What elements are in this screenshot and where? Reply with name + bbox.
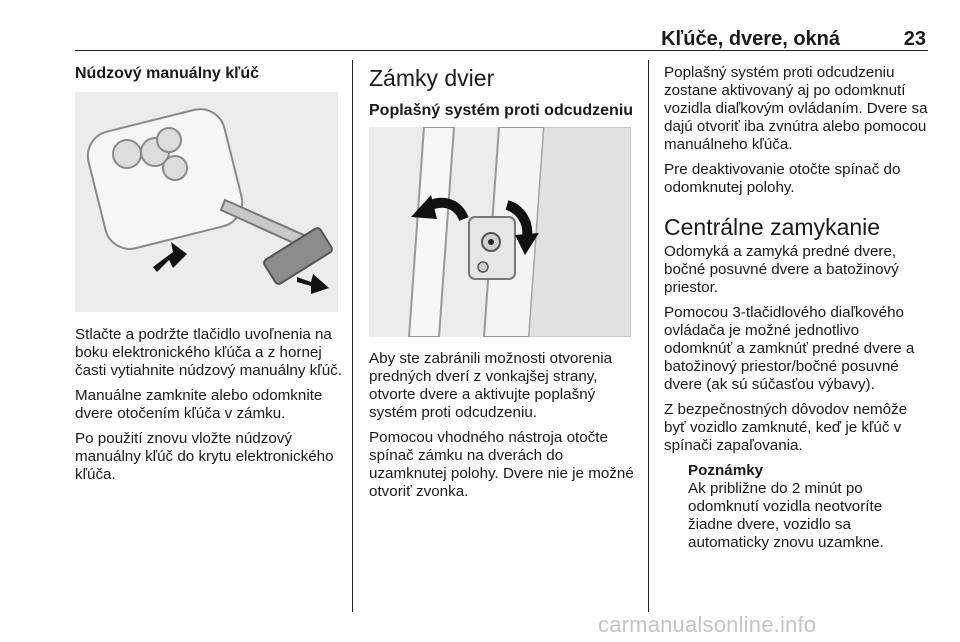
column-2 <box>369 64 643 508</box>
section-heading-central-locking: Centrálne zamykanie <box>664 214 881 240</box>
key-illustration <box>75 92 338 312</box>
paragraph: Stlačte a podržte tlačidlo uvoľnenia na boku elektronického kľúča a z hornej časti vytiahnite núdzový manuálny kľúč. <box>75 326 342 379</box>
paragraph: Po použití znovu vložte núdzový manuálny kľúč do krytu elektronického kľúča. <box>75 430 334 483</box>
note-text: Ak približne do 2 minút po odomknutí vozidla neotvoríte žiadne dvere, vozidlo sa automaticky znovu uzamkne. <box>688 480 884 551</box>
column-divider-1 <box>352 60 353 612</box>
column-divider-2 <box>648 60 649 612</box>
door-lock-illustration <box>369 127 631 337</box>
page-number: 23 <box>903 28 926 50</box>
paragraph: Pomocou 3-tlačidlového diaľkového ovládača je možné jednotlivo odomknúť a zamknúť predné dvere a batožinový priestor/bočné posuvné dvere (ak sú súčasťou výbavy). <box>664 304 915 393</box>
subsection-heading-anti-theft: Poplašný systém proti odcudzeniu <box>369 102 634 119</box>
watermark: carmanualsonline.info <box>598 612 817 637</box>
note-box <box>688 462 930 552</box>
column-1 <box>75 64 343 491</box>
paragraph: Odomyká a zamyká predné dvere, bočné posuvné dvere a batožinový priestor. <box>664 243 899 296</box>
paragraph: Z bezpečnostných dôvodov nemôže byť vozidlo zamknuté, keď je kľúč v spínači zapaľovania. <box>664 401 908 454</box>
section-heading-door-locks: Zámky dvier <box>369 65 495 91</box>
paragraph: Pre deaktivovanie otočte spínač do odomknutej polohy. <box>664 161 901 196</box>
column-3 <box>664 64 930 559</box>
page-header <box>75 28 928 51</box>
chapter-title: Kľúče, dvere, okná <box>661 28 840 50</box>
paragraph: Poplašný systém proti odcudzeniu zostane aktivovaný aj po odomknutí vozidla diaľkovým ovládaním. Dvere sa dajú otvoriť iba zvnútra alebo pomocou manuálneho kľúča. <box>664 64 928 153</box>
paragraph: Manuálne zamknite alebo odomknite dvere otočením kľúča v zámku. <box>75 387 323 422</box>
paragraph: Pomocou vhodného nástroja otočte spínač zámku na dverách do uzamknutej polohy. Dvere nie je možné otvoriť zvonka. <box>369 429 634 500</box>
note-title: Poznámky <box>688 462 764 479</box>
section-heading-emergency-key: Núdzový manuálny kľúč <box>75 65 259 82</box>
paragraph: Aby ste zabránili možnosti otvorenia predných dverí z vonkajšej strany, otvorte dvere a aktivujte poplašný systém proti odcudzeniu. <box>369 350 613 421</box>
